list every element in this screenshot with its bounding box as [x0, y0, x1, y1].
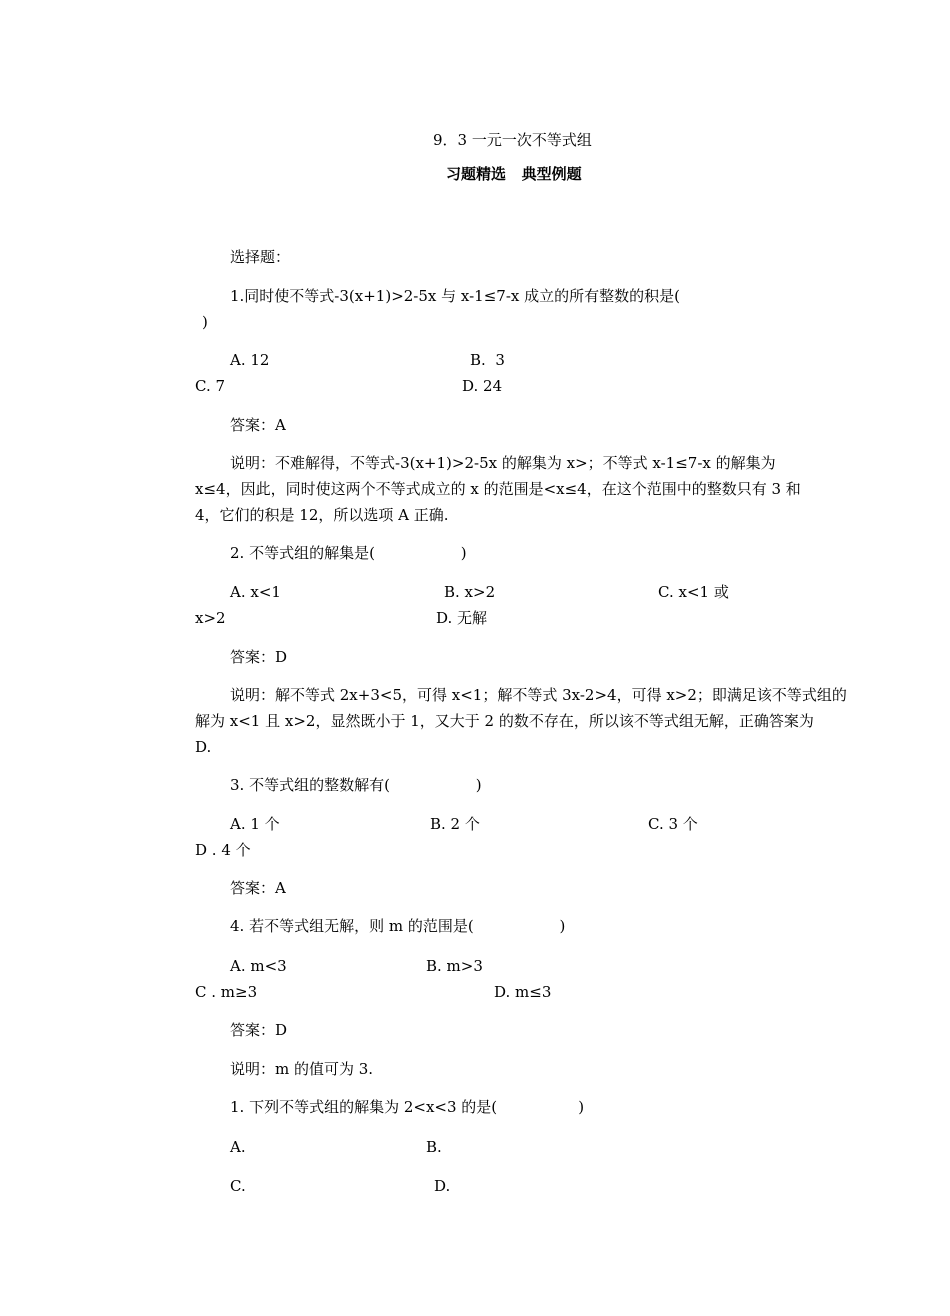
q1-explanation-line1: 说明：不难解得，不等式-3(x+1)>2-5x 的解集为 x>；不等式 x-1≤7-x 的解集为 — [230, 454, 776, 472]
q1-option-a: A. 12 — [230, 351, 270, 369]
q4-option-d: D. m≤3 — [494, 983, 552, 1001]
q2-option-b: B. x>2 — [444, 583, 496, 601]
q2-option-c: C. x<1 或 — [658, 583, 729, 601]
section-heading: 选择题： — [230, 248, 291, 266]
q1-explanation-line3: 4，它们的积是 12，所以选项 A 正确. — [195, 506, 449, 524]
q5-stem: 1. 下列不等式组的解集为 2<x<3 的是( ) — [230, 1098, 585, 1116]
q5-option-c: C. — [230, 1177, 246, 1195]
q4-explanation: 说明：m 的值可为 3. — [230, 1060, 374, 1078]
page-title: 9．3 一元一次不等式组 — [433, 131, 592, 149]
q1-option-c: C. 7 — [195, 377, 226, 395]
q1-option-b: B. 3 — [470, 351, 505, 369]
q2-explanation-line3: D. — [195, 738, 212, 756]
q3-option-b: B. 2 个 — [430, 815, 480, 833]
q2-explanation-line2: 解为 x<1 且 x>2，显然既小于 1，又大于 2 的数不存在，所以该不等式组无解，正确答案为 — [195, 712, 814, 730]
q3-option-d: D . 4 个 — [195, 841, 251, 859]
q5-option-b: B. — [426, 1138, 442, 1156]
q1-stem: 1.同时使不等式-3(x+1)>2-5x 与 x-1≤7-x 成立的所有整数的积是( — [230, 287, 680, 305]
q3-option-c: C. 3 个 — [648, 815, 698, 833]
q3-answer: 答案：A — [230, 879, 286, 897]
q2-stem: 2. 不等式组的解集是( ) — [230, 544, 467, 562]
q5-option-a: A. — [230, 1138, 246, 1156]
q2-option-a: A. x<1 — [230, 583, 281, 601]
q5-option-d: D. — [434, 1177, 451, 1195]
q2-explanation-line1: 说明：解不等式 2x+3<5，可得 x<1；解不等式 3x-2>4，可得 x>2；即满足该不等式组的 — [230, 686, 847, 704]
q1-answer: 答案：A — [230, 416, 286, 434]
q1-option-d: D. 24 — [462, 377, 503, 395]
q1-stem-cont: ) — [202, 313, 208, 331]
q3-stem: 3. 不等式组的整数解有( ) — [230, 776, 482, 794]
q3-option-a: A. 1 个 — [230, 815, 280, 833]
page-subtitle: 习题精选 典型例题 — [446, 165, 582, 183]
q4-option-a: A. m<3 — [230, 957, 287, 975]
q2-answer: 答案：D — [230, 648, 288, 666]
q2-option-c-cont: x>2 — [195, 609, 226, 627]
q4-option-c: C . m≥3 — [195, 983, 258, 1001]
q4-stem: 4. 若不等式组无解，则 m 的范围是( ) — [230, 917, 566, 935]
q4-answer: 答案：D — [230, 1021, 288, 1039]
q2-option-d: D. 无解 — [436, 609, 488, 627]
q4-option-b: B. m>3 — [426, 957, 483, 975]
q1-explanation-line2: x≤4，因此，同时使这两个不等式成立的 x 的范围是<x≤4，在这个范围中的整数只有 3 和 — [195, 480, 801, 498]
